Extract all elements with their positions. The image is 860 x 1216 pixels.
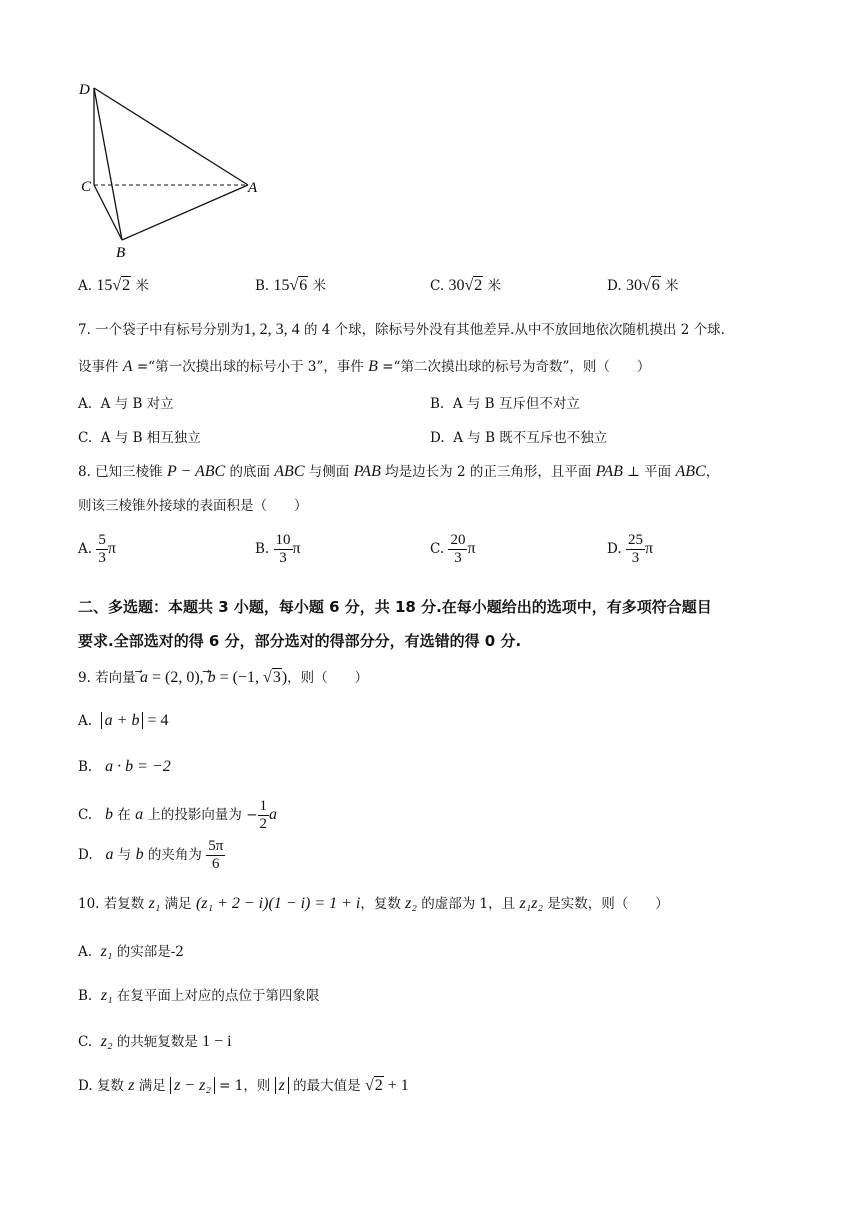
edge-DA [94, 88, 248, 185]
option-letter: A. [78, 944, 93, 960]
math: 1 − i [202, 1033, 232, 1050]
text: ， [705, 464, 720, 480]
abs-expr: z [275, 1077, 289, 1094]
var: z₁ [100, 987, 113, 1004]
abs-expr: z − z₂ [170, 1077, 215, 1094]
text: 与侧面 [304, 464, 354, 480]
option-letter: C. [78, 430, 93, 446]
text: 满足 [134, 1078, 171, 1094]
math: 1, 2, 3, 4 [243, 321, 300, 338]
option-coef: 15 [96, 277, 113, 294]
option-unit: 米 [487, 278, 502, 294]
numerator: 1 [259, 798, 268, 814]
q10-option-d[interactable]: D. 复数 z 满足 z − z₂ = 1，则 z 的最大值是 √2 + 1 [78, 1077, 409, 1094]
var: z₁ [148, 895, 161, 912]
q6-option-c[interactable]: C. 30√2 米 [430, 277, 502, 294]
text: 则该三棱锥外接球的表面积是（ ） [78, 498, 308, 514]
option-letter: B. [78, 988, 93, 1004]
option-letter: A. [78, 396, 93, 412]
option-letter: C. [78, 807, 93, 823]
option-letter: B. [255, 541, 270, 557]
q7-option-a[interactable] [78, 392, 174, 412]
option-letter: C. [430, 278, 445, 294]
event-b: B [368, 358, 378, 375]
fraction [206, 838, 225, 873]
math: PAB [353, 463, 381, 480]
var: a [139, 669, 148, 686]
vector-b [208, 669, 216, 686]
text: 10. 若复数 [78, 896, 149, 912]
vector-a [140, 669, 148, 686]
q6-option-b[interactable]: B. 15√6 米 [255, 277, 327, 294]
text: 的虚部为 1，且 [416, 896, 520, 912]
option-unit: 米 [312, 278, 327, 294]
option-unit: 米 [135, 278, 149, 294]
q8-option-c[interactable] [430, 532, 476, 567]
abs-expr: a + b [101, 712, 144, 729]
text: 在 [113, 807, 136, 823]
q9-stem: 9. 若向量 a = (2, 0), b = (−1, √3)，则（ ） [78, 669, 369, 686]
fraction [274, 532, 293, 567]
q8-option-d[interactable] [607, 532, 653, 567]
numerator: 25 [627, 532, 643, 548]
option-radicand: 6 [299, 277, 308, 294]
math: + 1 [383, 1077, 409, 1094]
option-letter: C. [430, 541, 445, 557]
numerator: 5π [208, 838, 224, 854]
option-letter: B. [78, 759, 93, 775]
numerator: 5 [98, 532, 106, 548]
option-letter: A. [78, 278, 93, 294]
option-letter: B. [430, 396, 445, 412]
option-text: A 与 B 互斥但不对立 [452, 396, 580, 412]
option-coef: 30 [448, 277, 465, 294]
pi: π [644, 540, 654, 557]
fraction [258, 798, 270, 833]
pi: π [467, 540, 476, 557]
text: =“第二次摸出球的标号为奇数”，则（ ） [377, 359, 651, 375]
text: 满足 [160, 896, 196, 912]
var: b [135, 846, 144, 863]
q8-stem-line1 [78, 460, 719, 481]
text: 的底面 [225, 464, 275, 480]
pi: π [107, 540, 116, 557]
text: 与 [113, 847, 136, 863]
option-unit: 米 [665, 278, 679, 294]
option-letter: B. [255, 278, 270, 294]
edge-CB [94, 185, 122, 240]
q7-stem-line2 [78, 355, 650, 376]
q8-option-b[interactable] [255, 532, 301, 567]
q10-option-a[interactable] [78, 940, 184, 961]
option-letter: A. [78, 541, 93, 557]
text: ，则（ ） [287, 670, 369, 686]
option-letter: A. [78, 713, 93, 729]
q7-option-b[interactable] [430, 392, 580, 412]
text: =“第一次摸出球的标号小于 3”，事件 [132, 359, 369, 375]
math: P − ABC [166, 463, 226, 480]
math: PAB [595, 463, 623, 480]
option-radicand: 2 [474, 277, 483, 294]
denominator: 2 [259, 816, 268, 832]
text: = 1，则 [214, 1078, 275, 1094]
option-coef: 15 [273, 277, 290, 294]
edge-BA [122, 185, 248, 240]
q6-option-a[interactable]: A. 15√2 米 [78, 277, 149, 294]
option-letter: D. [430, 430, 445, 446]
var: z [128, 1077, 135, 1094]
denominator: 3 [279, 550, 287, 566]
radicand: 3 [272, 669, 281, 686]
option-text: 在复平面上对应的点位于第四象限 [112, 988, 320, 1004]
q7-option-c[interactable] [78, 426, 201, 446]
text: ⊥ 平面 [622, 464, 676, 480]
denominator: 6 [211, 856, 220, 872]
option-text: A 与 B 相互独立 [100, 430, 201, 446]
text: 9. 若向量 [78, 670, 140, 686]
text: ，复数 [360, 896, 406, 912]
q10-stem [78, 892, 669, 913]
denominator: 3 [98, 550, 106, 566]
equation: (z₁ + 2 − i)(1 − i) = 1 + i [195, 895, 361, 912]
fraction [96, 532, 108, 567]
fraction [626, 532, 645, 567]
numerator: 10 [275, 532, 291, 548]
q8-stem-line2 [78, 494, 308, 514]
option-letter: D. [78, 1078, 93, 1094]
option-text: A 与 B 既不互斥也不独立 [453, 430, 608, 446]
label-A: A [248, 180, 258, 196]
q9-option-c[interactable] [78, 798, 277, 833]
event-a: A [122, 358, 133, 375]
option-radicand: 6 [651, 277, 660, 294]
var: z₂ [405, 895, 417, 912]
math: ABC [274, 463, 305, 480]
section-2-heading: 二、多选题：本题共 3 小题，每小题 6 分，共 18 分.在每小题给出的选项中，有多项符合题目 [78, 598, 712, 616]
numerator: 20 [450, 532, 466, 548]
fraction [448, 532, 467, 567]
var: a [135, 806, 144, 823]
q10-option-b[interactable] [78, 984, 319, 1005]
label-C: C [81, 179, 92, 195]
text: 复数 [96, 1078, 129, 1094]
text: 的最大值是 [288, 1078, 365, 1094]
var: a [269, 806, 278, 823]
option-radicand: 2 [122, 277, 131, 294]
denominator: 3 [454, 550, 462, 566]
q6-option-d[interactable]: D. 30√6 米 [607, 277, 679, 294]
text: 7. 一个袋子中有标号分别为 [78, 322, 244, 338]
denominator: 3 [631, 550, 640, 566]
var: z₁z₂ [519, 895, 544, 912]
option-text: 的共轭复数是 [112, 1034, 203, 1050]
pyramid-figure [70, 72, 270, 267]
text: 的 4 个球，除标号外没有其他差异.从中不放回地依次随机摸出 2 个球. [299, 322, 725, 338]
var: b [105, 806, 114, 823]
q10-option-c[interactable] [78, 1030, 232, 1051]
math: ) [281, 669, 288, 686]
var: a [105, 846, 114, 863]
math: ABC [675, 463, 706, 480]
option-text: A 与 B 对立 [100, 396, 174, 412]
var: b [207, 669, 216, 686]
section-2-heading-line2: 要求.全部选对的得 6 分，部分选对的得部分分，有选错的得 0 分. [78, 632, 522, 650]
math: a · b = −2 [105, 758, 171, 775]
text: 设事件 [78, 359, 123, 375]
q8-option-a[interactable] [78, 532, 116, 567]
edge-DB [94, 88, 122, 240]
var: z₁ [100, 943, 113, 960]
math: = (2, 0), [147, 669, 208, 686]
var: z₂ [100, 1033, 113, 1050]
text: 上的投影向量为 − [143, 807, 258, 823]
option-text: 的实部是-2 [112, 944, 184, 960]
math: = (−1, [215, 669, 264, 686]
text: 的夹角为 [143, 847, 207, 863]
q9-option-d[interactable] [78, 838, 225, 873]
pi: π [292, 540, 301, 557]
option-coef: 30 [625, 277, 642, 294]
label-B: B [116, 245, 126, 261]
option-letter: D. [607, 278, 622, 294]
q7-stem-line1 [78, 318, 725, 339]
q7-option-d[interactable] [430, 426, 607, 446]
q9-option-b[interactable] [78, 758, 171, 776]
text: 均是边长为 2 的正三角形，且平面 [380, 464, 596, 480]
radicand: 2 [374, 1077, 383, 1094]
label-D: D [79, 82, 90, 98]
text: 8. 已知三棱锥 [78, 464, 167, 480]
math: = 4 [143, 712, 169, 729]
option-letter: D. [78, 847, 93, 863]
q9-option-a[interactable] [78, 712, 168, 730]
text: 是实数，则（ ） [543, 896, 669, 912]
option-letter: D. [607, 541, 622, 557]
option-letter: C. [78, 1034, 93, 1050]
